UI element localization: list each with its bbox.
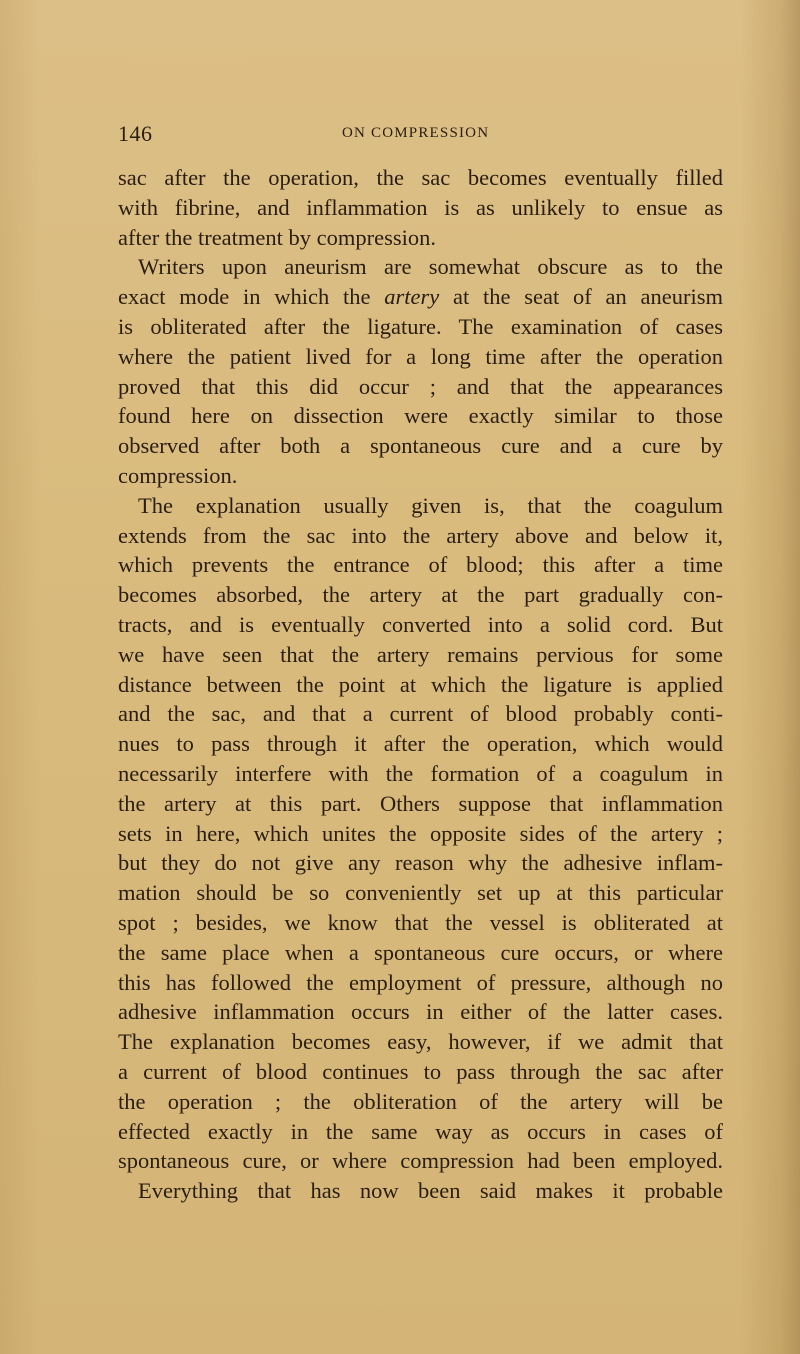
text-line: and the sac, and that a current of blood probably conti- [118, 701, 723, 727]
running-head [118, 121, 723, 151]
page-number: 146 [118, 121, 153, 146]
text-line: proved that this did occur ; and that the appearances [118, 373, 723, 399]
italic-term: artery [384, 284, 440, 310]
text-line: The explanation usually given is, that the coagulum [138, 492, 723, 518]
text-line: nues to pass through it after the operation, which would [118, 731, 723, 757]
text-line: we have seen that the artery remains pervious for some [118, 641, 723, 667]
text-line: spontaneous cure, or where compression had been employed. [118, 1148, 723, 1174]
text-line: The explanation becomes easy, however, if we admit that [118, 1029, 723, 1055]
text-line: the artery at this part. Others suppose that inflammation [118, 790, 723, 816]
text-line: adhesive inflammation occurs in either of the latter cases. [118, 999, 723, 1025]
text-line: the same place when a spontaneous cure occurs, or where [118, 939, 723, 965]
text-line: which prevents the entrance of blood; this after a time [118, 552, 723, 578]
text-line: necessarily interfere with the formation of a coagulum in [118, 760, 723, 786]
text-line: sets in here, which unites the opposite sides of the artery ; [118, 820, 723, 846]
text-line: is obliterated after the ligature. The examination of cases [118, 313, 723, 339]
text-line: effected exactly in the same way as occurs in cases of [118, 1118, 723, 1144]
text-line: extends from the sac into the artery above and below it, [118, 522, 723, 548]
text-line: distance between the point at which the ligature is applied [118, 671, 723, 697]
text-line: where the patient lived for a long time after the operation [118, 343, 723, 369]
text-line: exact mode in which the artery at the seat of an aneurism [118, 284, 723, 310]
text-line: the operation ; the obliteration of the artery will be [118, 1088, 723, 1114]
text-line: Everything that has now been said makes it probable [138, 1178, 723, 1204]
text-line: becomes absorbed, the artery at the part gradually con- [118, 582, 723, 608]
text-line: compression. [118, 462, 238, 488]
text-line: found here on dissection were exactly similar to those [118, 403, 723, 429]
text-line: this has followed the employment of pressure, although no [118, 969, 723, 995]
text-line: sac after the operation, the sac becomes eventually filled [118, 165, 723, 190]
text-line: with fibrine, and inflammation is as unlikely to ensue as [118, 194, 723, 220]
text-line: but they do not give any reason why the adhesive inflam- [118, 850, 723, 876]
body-text [118, 163, 723, 1206]
text-line: after the treatment by compression. [118, 224, 437, 250]
text-line: Writers upon aneurism are somewhat obscure as to the [138, 254, 723, 280]
text-line: tracts, and is eventually converted into a solid cord. But [118, 611, 723, 637]
text-line: spot ; besides, we know that the vessel is obliterated at [118, 909, 723, 935]
text-line: observed after both a spontaneous cure and a cure by [118, 433, 723, 459]
running-title: ON COMPRESSION [342, 125, 490, 141]
text-line: mation should be so conveniently set up at this particular [118, 880, 723, 906]
text-line: a current of blood continues to pass through the sac after [118, 1058, 723, 1084]
